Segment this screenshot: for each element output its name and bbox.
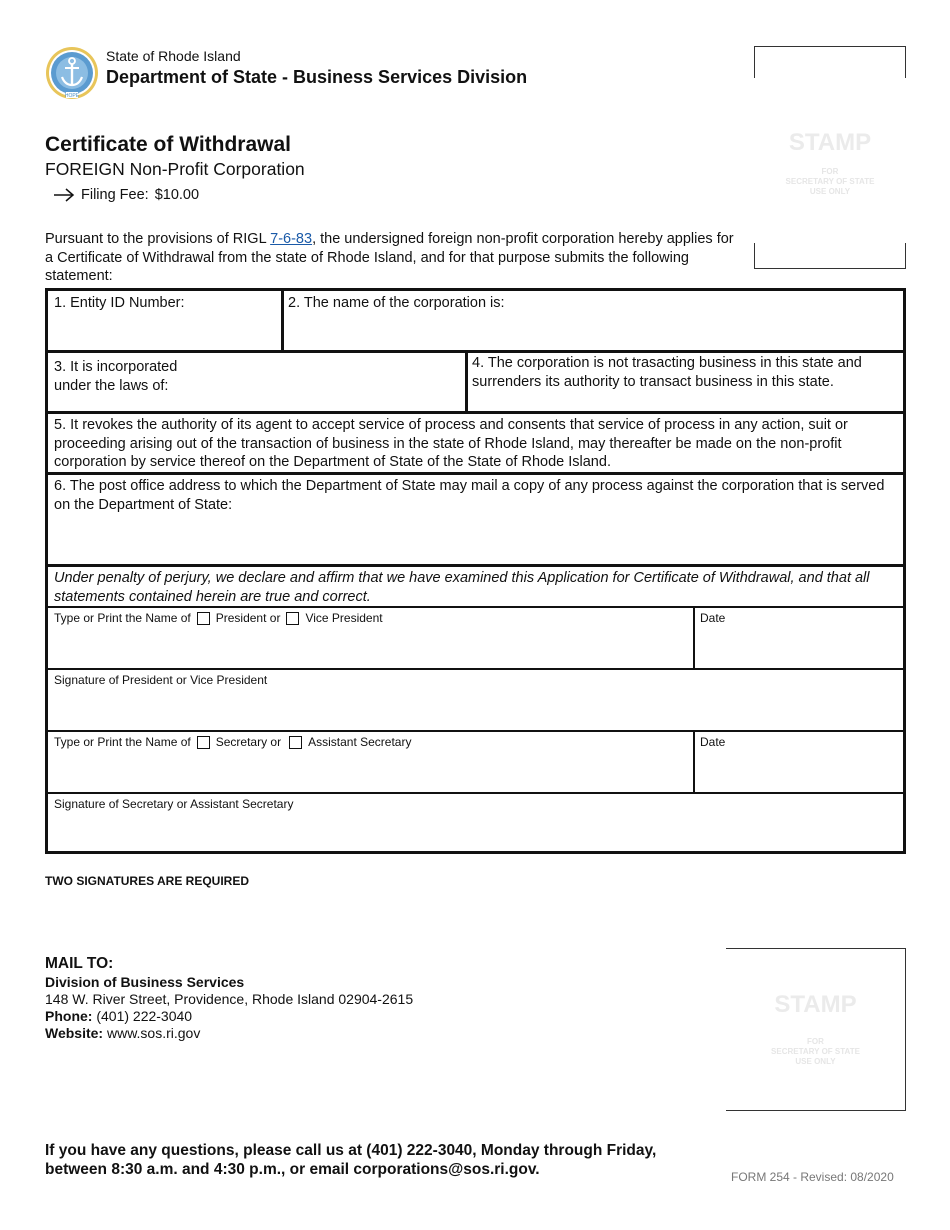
mail-to-heading: MAIL TO:	[45, 955, 114, 972]
two-signatures-notice: TWO SIGNATURES ARE REQUIRED	[45, 874, 250, 888]
filing-fee	[53, 187, 199, 203]
contact-note-line-1: If you have any questions, please call us at (401) 222-3040, Monday through Friday,	[45, 1142, 657, 1159]
stamp-line-3: USE ONLY	[809, 187, 851, 196]
mail-to-block	[45, 955, 413, 1042]
intro-text-before: Pursuant to the provisions of RIGL	[45, 231, 271, 247]
date-field-1[interactable]: Date	[700, 611, 726, 625]
president-checkbox-label: President or	[215, 611, 281, 625]
secretary-checkbox[interactable]	[197, 736, 210, 749]
department-name: Department of State - Business Services Division	[106, 67, 528, 87]
perjury-statement: Under penalty of perjury, we declare and affirm that we have examined this Application for Certificate of Withdrawal, and that all statements contained herein are true and correct.	[54, 570, 870, 605]
secretary-checkbox-label: Secretary or	[215, 735, 282, 749]
state-name: State of Rhode Island	[106, 48, 241, 64]
website-label: Website:	[45, 1025, 104, 1041]
mail-address: 148 W. River Street, Providence, Rhode Island 02904-2615	[45, 991, 414, 1007]
secretary-signature-field[interactable]: Signature of Secretary or Assistant Secretary	[54, 797, 294, 811]
form-number: FORM 254 - Revised: 08/2020	[731, 1170, 894, 1184]
stamp-bottom-title: STAMP	[774, 991, 857, 1018]
page-subtitle: FOREIGN Non-Profit Corporation	[45, 159, 305, 179]
assistant-secretary-checkbox[interactable]	[289, 736, 302, 749]
stamp-bottom-line-2: SECRETARY OF STATE	[771, 1047, 860, 1056]
president-name-field[interactable]	[54, 611, 383, 625]
post-office-address-field[interactable]: 6. The post office address to which the Department of State may mail a copy of any process against the corporation that is served on the Department of State:	[54, 478, 885, 513]
intro-text-after: , the undersigned foreign non-profit corporation hereby applies for a Certificate of Withdrawal from the state of Rhode Island, and for that purpose submits the following statement:	[45, 231, 734, 284]
mail-phone	[45, 1008, 413, 1025]
not-transacting-statement: 4. The corporation is not trasacting business in this state and surrenders its authority to transact business in this state.	[472, 355, 862, 390]
seal-word: HOPE	[64, 93, 80, 99]
withdrawal-form	[45, 288, 906, 854]
stamp-bottom-line-3: USE ONLY	[795, 1057, 836, 1066]
stamp-line-2: SECRETARY OF STATE	[785, 177, 875, 186]
filing-fee-label: Filing Fee:	[81, 187, 149, 203]
state-seal-icon	[45, 46, 99, 100]
stamp-bottom-line-1: FOR	[807, 1037, 824, 1046]
stamp-line-1: FOR	[821, 167, 839, 176]
website-url[interactable]: www.sos.ri.gov	[106, 1025, 201, 1041]
president-signature-field[interactable]: Signature of President or Vice President	[54, 673, 268, 687]
stamp-box-bottom	[726, 948, 906, 1111]
phone-number: (401) 222-3040	[96, 1008, 193, 1024]
stamp-title: STAMP	[788, 129, 872, 156]
arrow-right-icon	[53, 188, 75, 202]
phone-label: Phone:	[45, 1008, 93, 1024]
vice-president-checkbox-label: Vice President	[305, 611, 383, 625]
mail-website	[45, 1025, 413, 1042]
entity-id-field[interactable]: 1. Entity ID Number:	[54, 295, 185, 311]
corporation-name-field[interactable]: 2. The name of the corporation is:	[288, 295, 505, 311]
incorporation-laws-field[interactable]: 3. It is incorporated under the laws of:	[54, 359, 178, 394]
mail-org: Division of Business Services	[45, 974, 245, 990]
secretary-name-field[interactable]	[54, 735, 411, 749]
contact-note	[45, 1141, 656, 1179]
president-checkbox[interactable]	[197, 612, 210, 625]
date-field-2[interactable]: Date	[700, 735, 726, 749]
secretary-name-label: Type or Print the Name of	[54, 735, 191, 749]
president-name-label: Type or Print the Name of	[54, 611, 191, 625]
revoke-agent-statement: 5. It revokes the authority of its agent to accept service of process and consents that service of process in any action, suit or proceeding arising out of the transaction of business in the state of Rhode Island, may thereafter be made on the non-profit corporation by service thereof on the Department of State of the State of Rhode Island.	[54, 417, 848, 470]
intro-paragraph	[45, 230, 735, 286]
stamp-box-top	[754, 46, 906, 269]
page-title: Certificate of Withdrawal	[45, 133, 292, 156]
contact-note-line-2: between 8:30 a.m. and 4:30 p.m., or email corporations@sos.ri.gov.	[45, 1161, 540, 1178]
rigl-link[interactable]: 7-6-83	[270, 231, 313, 247]
assistant-secretary-checkbox-label: Assistant Secretary	[308, 735, 412, 749]
vice-president-checkbox[interactable]	[286, 612, 299, 625]
filing-fee-amount: $10.00	[154, 187, 200, 203]
